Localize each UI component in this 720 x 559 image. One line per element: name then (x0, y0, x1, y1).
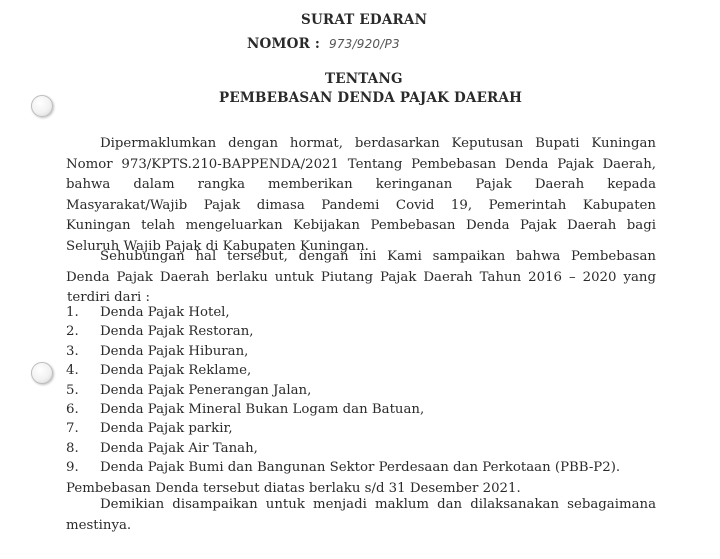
paragraph-line: terdiri dari : (67, 290, 150, 305)
list-text: Denda Pajak Air Tanah, (100, 440, 258, 456)
list-number: 2. (66, 324, 79, 340)
paragraph-line: Denda Pajak Daerah berlaku untuk Piutang Pajak Daerah Tahun 2016 – 2020 yang (66, 269, 656, 285)
list-text: Denda Pajak Reklame, (100, 363, 252, 379)
list-number: 4. (66, 363, 79, 379)
list-text: Denda Pajak Hotel, (100, 305, 230, 320)
paragraph-line: Dipermaklumkan dengan hormat, berdasarkan Keputusan Bupati Kuningan (100, 136, 656, 151)
list-text: Denda Pajak Hiburan, (100, 343, 249, 359)
list-item (66, 361, 666, 380)
tentang-heading: TENTANG (325, 71, 403, 87)
list-number: 5. (66, 382, 79, 398)
list-number: 6. (66, 402, 79, 418)
list-item (66, 419, 666, 438)
tax-penalty-list (66, 303, 666, 478)
paragraph-line: Kuningan telah mengeluarkan Kebijakan Pembebasan Denda Pajak Daerah bagi (66, 218, 656, 233)
list-item (66, 303, 666, 322)
paragraph-line: bahwa dalam rangka memberikan keringanan Pajak Daerah kepada (66, 177, 656, 192)
subject-heading: PEMBEBASAN DENDA PAJAK DAERAH (219, 90, 523, 106)
paragraph-line: Masyarakat/Wajib Pajak dimasa Pandemi Covid 19, Pemerintah Kabupaten (66, 197, 656, 213)
paragraph-scope (66, 247, 656, 309)
paragraph-intro (66, 134, 656, 257)
document-title: SURAT EDARAN (301, 12, 428, 28)
nomor-label: NOMOR : (247, 36, 321, 52)
list-item (66, 458, 666, 477)
list-text: Denda Pajak Restoran, (100, 324, 254, 340)
punch-hole (31, 362, 53, 384)
punch-hole (31, 95, 53, 117)
list-item (66, 439, 666, 458)
list-text: Denda Pajak Penerangan Jalan, (100, 382, 312, 398)
list-number: 3. (66, 343, 79, 359)
list-number: 7. (66, 421, 79, 437)
paragraph-closing (66, 495, 656, 536)
paragraph-line: Seluruh Wajib Pajak di Kabupaten Kuningan. (66, 238, 369, 254)
list-number: 1. (66, 305, 79, 320)
list-text: Denda Pajak Mineral Bukan Logam dan Batuan, (100, 402, 425, 418)
list-text: Denda Pajak Bumi dan Bangunan Sektor Perdesaan dan Perkotaan (PBB-P2). (100, 460, 621, 476)
list-number: 8. (66, 440, 79, 456)
list-item (66, 381, 666, 400)
list-text: Denda Pajak parkir, (100, 421, 233, 437)
paragraph-line: Sehubungan hal tersebut, dengan ini Kami sampaikan bahwa Pembebasan (100, 249, 656, 264)
paragraph-line: mestinya. (66, 517, 132, 533)
paragraph-line: Demikian disampaikan untuk menjadi maklum dan dilaksanakan sebagaimana (100, 497, 656, 512)
list-item (66, 400, 666, 419)
document-number (247, 36, 400, 52)
list-item (66, 342, 666, 361)
list-item (66, 322, 666, 341)
nomor-value: 973/920/P3 (329, 37, 400, 51)
validity-statement: Pembebasan Denda tersebut diatas berlaku s/d 31 Desember 2021. (66, 481, 521, 496)
paragraph-line: Nomor 973/KPTS.210-BAPPENDA/2021 Tentang Pembebasan Denda Pajak Daerah, (66, 156, 656, 172)
list-number: 9. (66, 460, 79, 476)
